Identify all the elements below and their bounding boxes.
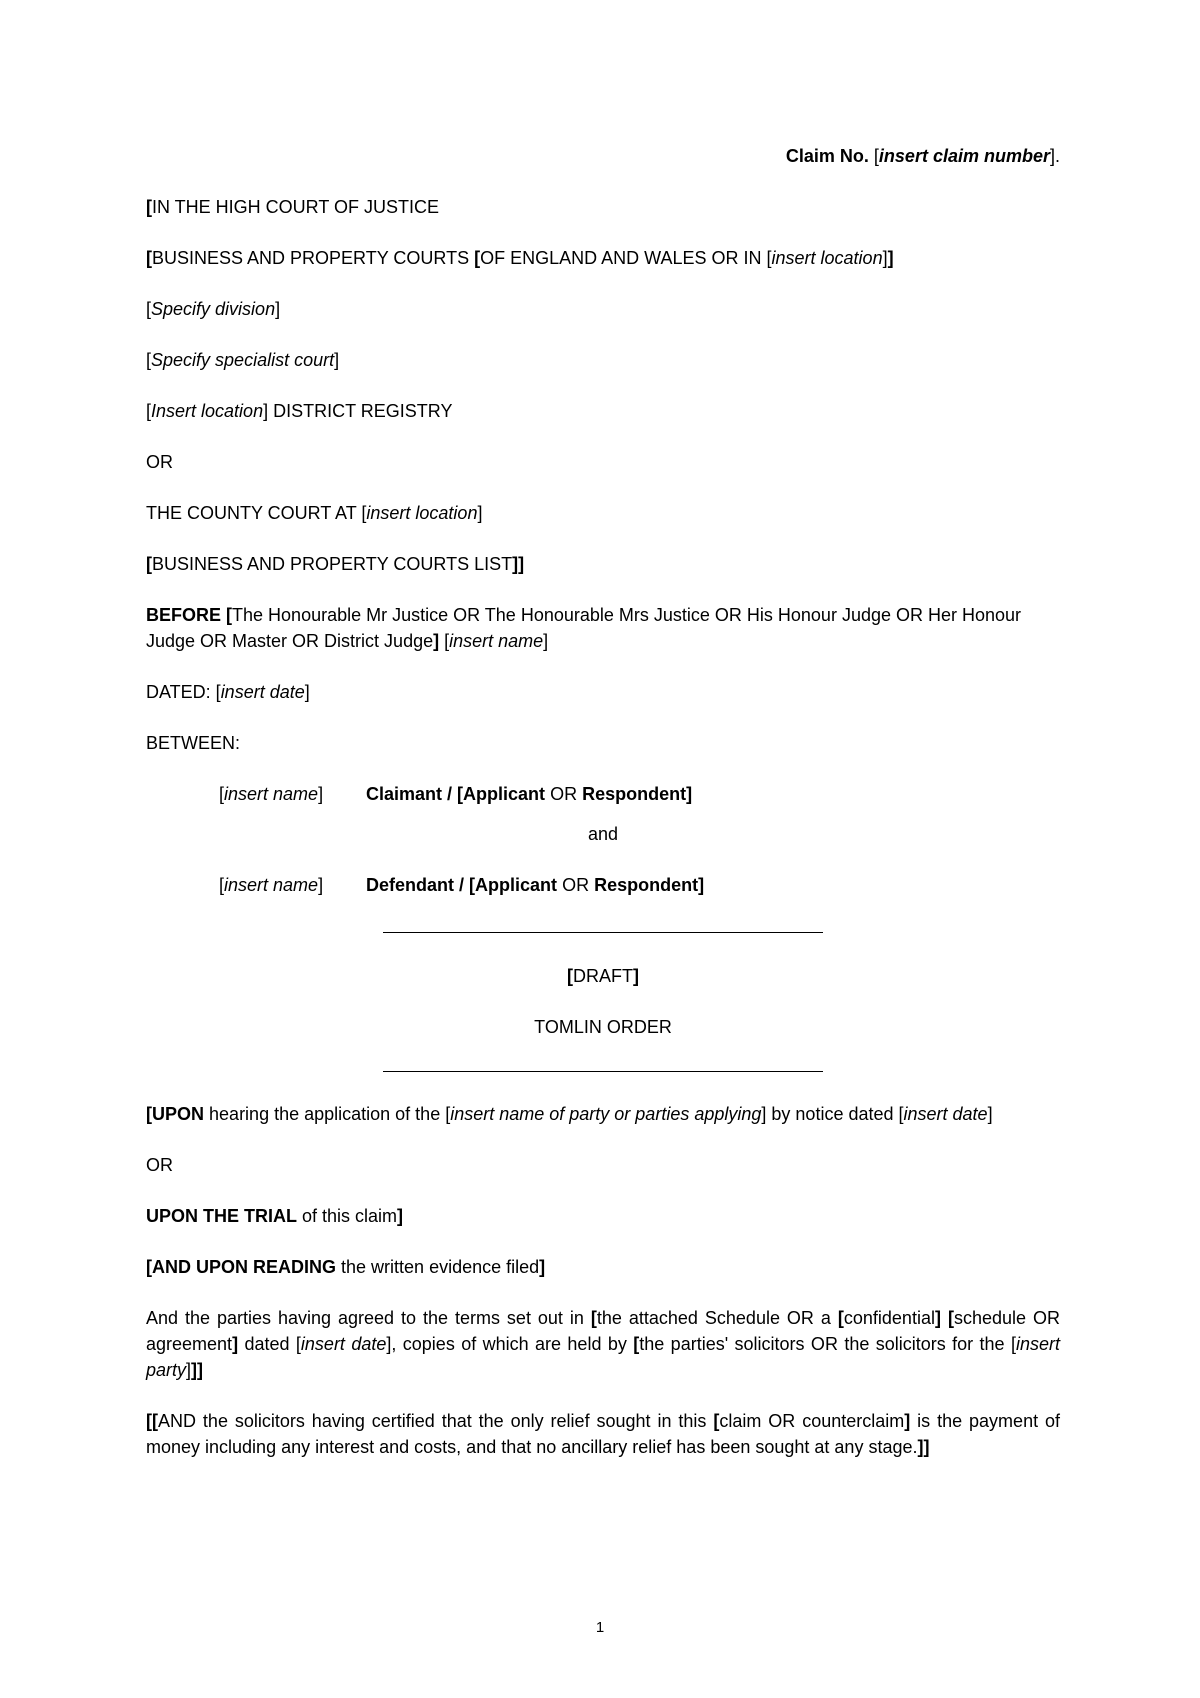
between-line: BETWEEN: xyxy=(146,733,241,753)
court-line-2: [BUSINESS AND PROPERTY COURTS [OF ENGLAND AND WALES OR IN [insert location]] xyxy=(146,248,894,268)
court-line-1: [IN THE HIGH COURT OF JUSTICE xyxy=(146,197,440,217)
defendant-role: Defendant / [Applicant OR Respondent] xyxy=(366,875,705,895)
division-line: [Specify division] xyxy=(146,299,281,319)
or-line-2: OR xyxy=(146,1155,173,1175)
upon-hearing-recital: [UPON hearing the application of the [insert name of party or parties applying] by notice dated [insert date] xyxy=(146,1104,993,1124)
upon-reading-recital: [AND UPON READING the written evidence filed] xyxy=(146,1257,546,1277)
claimant-role: Claimant / [Applicant OR Respondent] xyxy=(366,784,693,804)
claimant-row xyxy=(219,781,1060,807)
or-line-1: OR xyxy=(146,452,173,472)
page-number: 1 xyxy=(595,1619,605,1636)
courts-list-line: [BUSINESS AND PROPERTY COURTS LIST]] xyxy=(146,554,525,574)
county-court-line: THE COUNTY COURT AT [insert location] xyxy=(146,503,483,523)
divider-top xyxy=(383,932,823,933)
draft-heading: [DRAFT] xyxy=(567,966,639,986)
document-page xyxy=(146,143,1060,1460)
claimant-name: [insert name] xyxy=(219,784,324,804)
parties-agreed-recital: And the parties having agreed to the terms set out in [the attached Schedule OR a [confidential] [schedule OR agreement] dated [insert date], copies of which are held by [the parties' solicitors OR the solicitors for the [insert party]]] xyxy=(146,1308,1060,1380)
divider-bottom xyxy=(383,1071,823,1072)
before-line: BEFORE [The Honourable Mr Justice OR The Honourable Mrs Justice OR His Honour Judge OR Her Honour Judge OR Master OR District Judge] [insert name] xyxy=(146,605,1022,651)
defendant-name: [insert name] xyxy=(219,875,324,895)
and-line: and xyxy=(587,824,619,844)
order-title: TOMLIN ORDER xyxy=(534,1017,672,1037)
dated-line: DATED: [insert date] xyxy=(146,682,310,702)
solicitors-certified-recital: [[AND the solicitors having certified that the only relief sought in this [claim OR counterclaim] is the payment of money including any interest and costs, and that no ancillary relief has been sought at any stage.]] xyxy=(146,1411,1061,1457)
defendant-row xyxy=(219,872,1060,898)
specialist-court-line: [Specify specialist court] xyxy=(146,350,340,370)
upon-trial-recital: UPON THE TRIAL of this claim] xyxy=(146,1206,404,1226)
district-registry-line: [Insert location] DISTRICT REGISTRY xyxy=(146,401,453,421)
claim-number-line: Claim No. [insert claim number]. xyxy=(785,146,1060,166)
